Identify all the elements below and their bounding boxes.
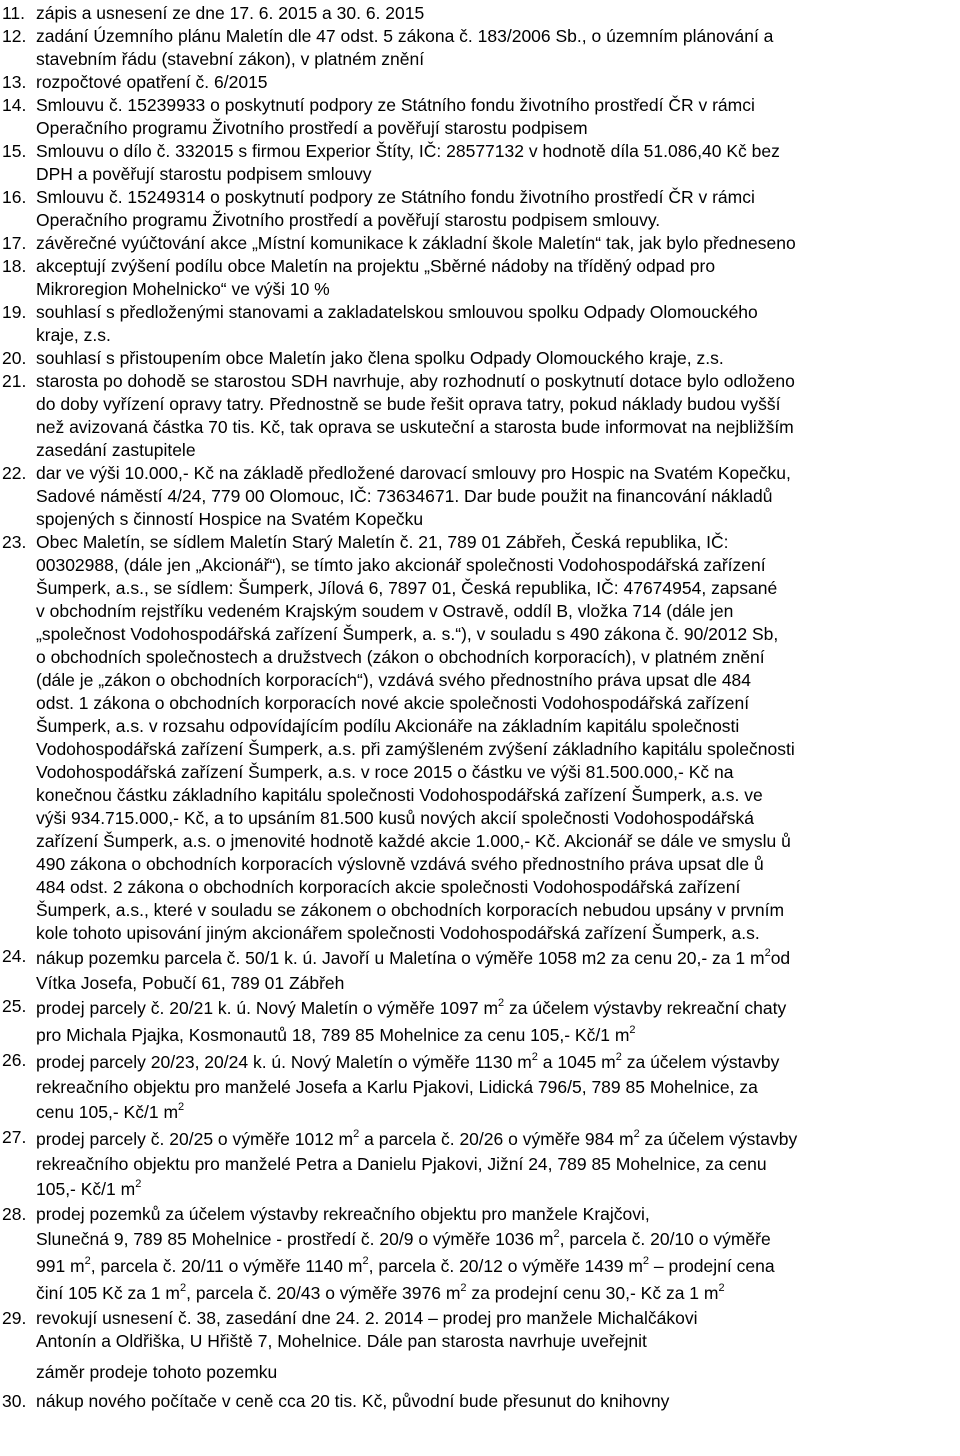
item-number: 22.: [2, 463, 27, 483]
item-text: 484 odst. 2 zákona o obchodních korporacích akcie společnosti Vodohospodářská zařízení: [36, 877, 741, 897]
item-number: 14.: [2, 95, 27, 115]
item-text: rekreačního objektu pro manželé Josefa a Karlu Pjakovi, Lidická 796/5, 789 85 Mohelnice, za: [36, 1077, 758, 1097]
item-text: dar ve výši 10.000,- Kč na základě předložené darovací smlouvy pro Hospic na Svatém Kopečku,: [36, 463, 791, 483]
item-text: konečnou částku základního kapitálu společnosti Vodohospodářská zařízení Šumperk, a.s. ve: [36, 785, 763, 805]
item-text: Vodohospodářská zařízení Šumperk, a.s. v roce 2015 o částku ve výši 81.500.000,- Kč na: [36, 762, 734, 782]
item-text: o obchodních společnostech a družstvech (zákon o obchodních korporacích), v platném znění: [36, 647, 765, 667]
item-text: zasedání zastupitele: [36, 440, 196, 460]
item-number: 21.: [2, 371, 27, 391]
item-text: do doby vyřízení opravy tatry. Přednostně se bude řešit oprava tatry, pokud náklady budou vyšší: [36, 394, 781, 414]
item-text: kole tohoto upisování jiným akcionářem společnosti Vodohospodářská zařízení Šumperk, a.s.: [36, 923, 760, 943]
item-text: Vítka Josefa, Pobučí 61, 789 01 Zábřeh: [36, 973, 345, 993]
list-item: [0, 1307, 960, 1384]
list-item: [0, 232, 960, 255]
item-text: 490 zákona o obchodních korporacích výslovně vzdává svého přednostního práva upsat dle ů: [36, 854, 764, 874]
list-item: [0, 1390, 960, 1413]
item-text: záměr prodeje tohoto pozemku: [36, 1362, 278, 1382]
item-text: (dále je „zákon o obchodních korporacích“), vzdává svého přednostního práva upsat dle 484: [36, 670, 752, 690]
item-number: 16.: [2, 187, 27, 207]
item-text: prodej parcely 20/23, 20/24 k. ú. Nový Maletín o výměře 1130 $m^2$ a 1045 $m^2$ za účelem výstavby: [36, 1051, 780, 1072]
list-item: [0, 301, 960, 347]
list-item: [0, 186, 960, 232]
item-number: 29.: [2, 1308, 27, 1328]
item-text: činí 105 Kč za 1 $m^2$, parcela č. 20/43 o výměře 3976 $m^2$ za prodejní cenu 30,- Kč za 1 $m^2$: [36, 1282, 725, 1303]
item-number: 17.: [2, 233, 27, 253]
item-number: 25.: [2, 996, 27, 1016]
list-item: [0, 71, 960, 94]
list-item: [0, 1049, 960, 1126]
list-item: [0, 1126, 960, 1203]
list-item: [0, 370, 960, 462]
list-item: [0, 462, 960, 531]
list-item: [0, 1203, 960, 1307]
list-item: [0, 140, 960, 186]
item-text: než avizovaná částka 70 tis. Kč, tak oprava se uskuteční a starosta bude informovat na nejbližším: [36, 417, 794, 437]
item-number: 23.: [2, 532, 27, 552]
item-text: souhlasí s předloženými stanovami a zakladatelskou smlouvou spolku Odpady Olomouckého: [36, 302, 758, 322]
item-text: prodej pozemků za účelem výstavby rekreačního objektu pro manžele Krajčovi,: [36, 1204, 650, 1224]
item-text: 00302988, (dále jen „Akcionář“), se tímto jako akcionář společnosti Vodohospodářská zařízení: [36, 555, 766, 575]
item-text: Operačního programu Životního prostředí a pověřují starostu podpisem: [36, 118, 588, 138]
item-text: závěrečné vyúčtování akce „Místní komunikace k základní škole Maletín“ tak, jak bylo předneseno: [36, 233, 796, 253]
item-text: revokují usnesení č. 38, zasedání dne 24. 2. 2014 – prodej pro manžele Michalčákovi: [36, 1308, 698, 1328]
list-item: [0, 995, 960, 1049]
item-text: Sadové náměstí 4/24, 779 00 Olomouc, IČ: 73634671. Dar bude použit na financování nákladů: [36, 486, 773, 506]
item-text: Obec Maletín, se sídlem Maletín Starý Maletín č. 21, 789 01 Zábřeh, Česká republika, IČ:: [36, 532, 729, 552]
item-text: starosta po dohodě se starostou SDH navrhuje, aby rozhodnutí o poskytnutí dotace bylo odloženo: [36, 371, 795, 391]
item-number: 28.: [2, 1204, 27, 1224]
item-text: nákup pozemku parcela č. 50/1 k. ú. Javoří u Maletína o výměře 1058 m2 za cenu 20,- za 1 $m^2od$: [36, 947, 791, 968]
item-text: zápis a usnesení ze dne 17. 6. 2015 a 30. 6. 2015: [36, 3, 425, 23]
item-text: prodej parcely č. 20/25 o výměře 1012 $m^2$ a parcela č. 20/26 o výměře 984 $m^2$ za účelem výstavby: [36, 1128, 798, 1149]
item-text: Šumperk, a.s., které v souladu se zákonem o obchodních korporacích nebudou upsány v prvním: [36, 900, 785, 920]
list-item: [0, 2, 960, 25]
item-text: Smlouvu č. 15239933 o poskytnutí podpory ze Státního fondu životního prostředí ČR v rámci: [36, 95, 755, 115]
item-text: zadání Územního plánu Maletín dle 47 odst. 5 zákona č. 183/2006 Sb., o územním plánování a: [36, 26, 774, 46]
item-text: kraje, z.s.: [36, 325, 111, 345]
item-text: Smlouvu o dílo č. 332015 s firmou Experior Štíty, IČ: 28577132 v hodnotě díla 51.086,40 Kč bez: [36, 141, 780, 161]
item-text: výši 934.715.000,- Kč, a to upsáním 81.500 kusů nových akcií společnosti Vodohospodářská: [36, 808, 754, 828]
item-text: souhlasí s přistoupením obce Maletín jako člena spolku Odpady Olomouckého kraje, z.s.: [36, 348, 724, 368]
item-number: 11.: [2, 3, 26, 23]
item-text: Vodohospodářská zařízení Šumperk, a.s. při zamýšleném zvýšení základního kapitálu společnosti: [36, 739, 795, 759]
item-text: akceptují zvýšení podílu obce Maletín na projektu „Sběrné nádoby na tříděný odpad pro: [36, 256, 716, 276]
item-text: stavebním řádu (stavební zákon), v platném znění: [36, 49, 425, 69]
item-text: v obchodním rejstříku vedeném Krajským soudem v Ostravě, oddíl B, vložka 714 (dále jen: [36, 601, 734, 621]
item-number: 19.: [2, 302, 27, 322]
item-number: 24.: [2, 946, 27, 966]
item-text: nákup nového počítače v ceně cca 20 tis. Kč, původní bude přesunut do knihovny: [36, 1391, 670, 1411]
item-text: Antonín a Oldřiška, U Hřiště 7, Mohelnice. Dále pan starosta navrhuje uveřejnit: [36, 1331, 647, 1351]
item-text: „společnost Vodohospodářská zařízení Šumperk, a. s.“), v souladu s 490 zákona č. 90/2012 Sb,: [36, 624, 779, 644]
item-text: Mikroregion Mohelnicko“ ve výši 10 %: [36, 279, 330, 299]
item-number: 20.: [2, 348, 27, 368]
item-text: cenu 105,- Kč/1 $m^2$: [36, 1101, 185, 1122]
item-number: 15.: [2, 141, 27, 161]
list-item: [0, 94, 960, 140]
item-text: Slunečná 9, 789 85 Mohelnice - prostředí č. 20/9 o výměře 1036 $m^2$, parcela č. 20/10 o výměře: [36, 1228, 771, 1249]
item-number: 27.: [2, 1127, 27, 1147]
item-text: pro Michala Pjajka, Kosmonautů 18, 789 85 Mohelnice za cenu 105,- Kč/1 $m^2$: [36, 1024, 636, 1045]
item-number: 13.: [2, 72, 27, 92]
item-text: Šumperk, a.s. v rozsahu odpovídajícím podílu Akcionáře na základním kapitálu společnosti: [36, 716, 740, 736]
item-text: DPH a pověřují starostu podpisem smlouvy: [36, 164, 372, 184]
item-number: 18.: [2, 256, 27, 276]
item-text: Šumperk, a.s., se sídlem: Šumperk, Jílová 6, 7897 01, Česká republika, IČ: 47674954, zapsané: [36, 578, 778, 598]
item-text: rekreačního objektu pro manželé Petra a Danielu Pjakovi, Jižní 24, 789 85 Mohelnice, za cenu: [36, 1154, 767, 1174]
item-text: 105,- Kč/1 $m^2$: [36, 1178, 142, 1199]
list-item: [0, 255, 960, 301]
item-text: Smlouvu č. 15249314 o poskytnutí podpory ze Státního fondu životního prostředí ČR v rámci: [36, 187, 755, 207]
list-item: [0, 531, 960, 945]
list-item: [0, 945, 960, 995]
item-text: zařízení Šumperk, a.s. o jmenovité hodnotě každé akcie 1.000,- Kč. Akcionář se dále ve smyslu ů: [36, 831, 791, 851]
item-text: spojených s činností Hospice na Svatém Kopečku: [36, 509, 424, 529]
item-text: rozpočtové opatření č. 6/2015: [36, 72, 268, 92]
item-text: odst. 1 zákona o obchodních korporacích nové akcie společnosti Vodohospodářská zařízení: [36, 693, 750, 713]
item-text: 991 $m^2$, parcela č. 20/11 o výměře 1140 $m^2$, parcela č. 20/12 o výměře 1439 $m^2$ – prodejní cena: [36, 1255, 775, 1276]
item-number: 26.: [2, 1050, 27, 1070]
item-text: Operačního programu Životního prostředí a pověřují starostu podpisem smlouvy.: [36, 210, 661, 230]
item-number: 30.: [2, 1391, 27, 1411]
list-item: [0, 347, 960, 370]
item-text: prodej parcely č. 20/21 k. ú. Nový Maletín o výměře 1097 $m^2$ za účelem výstavby rekreační chaty: [36, 997, 787, 1018]
item-number: 12.: [2, 26, 27, 46]
list-item: [0, 25, 960, 71]
